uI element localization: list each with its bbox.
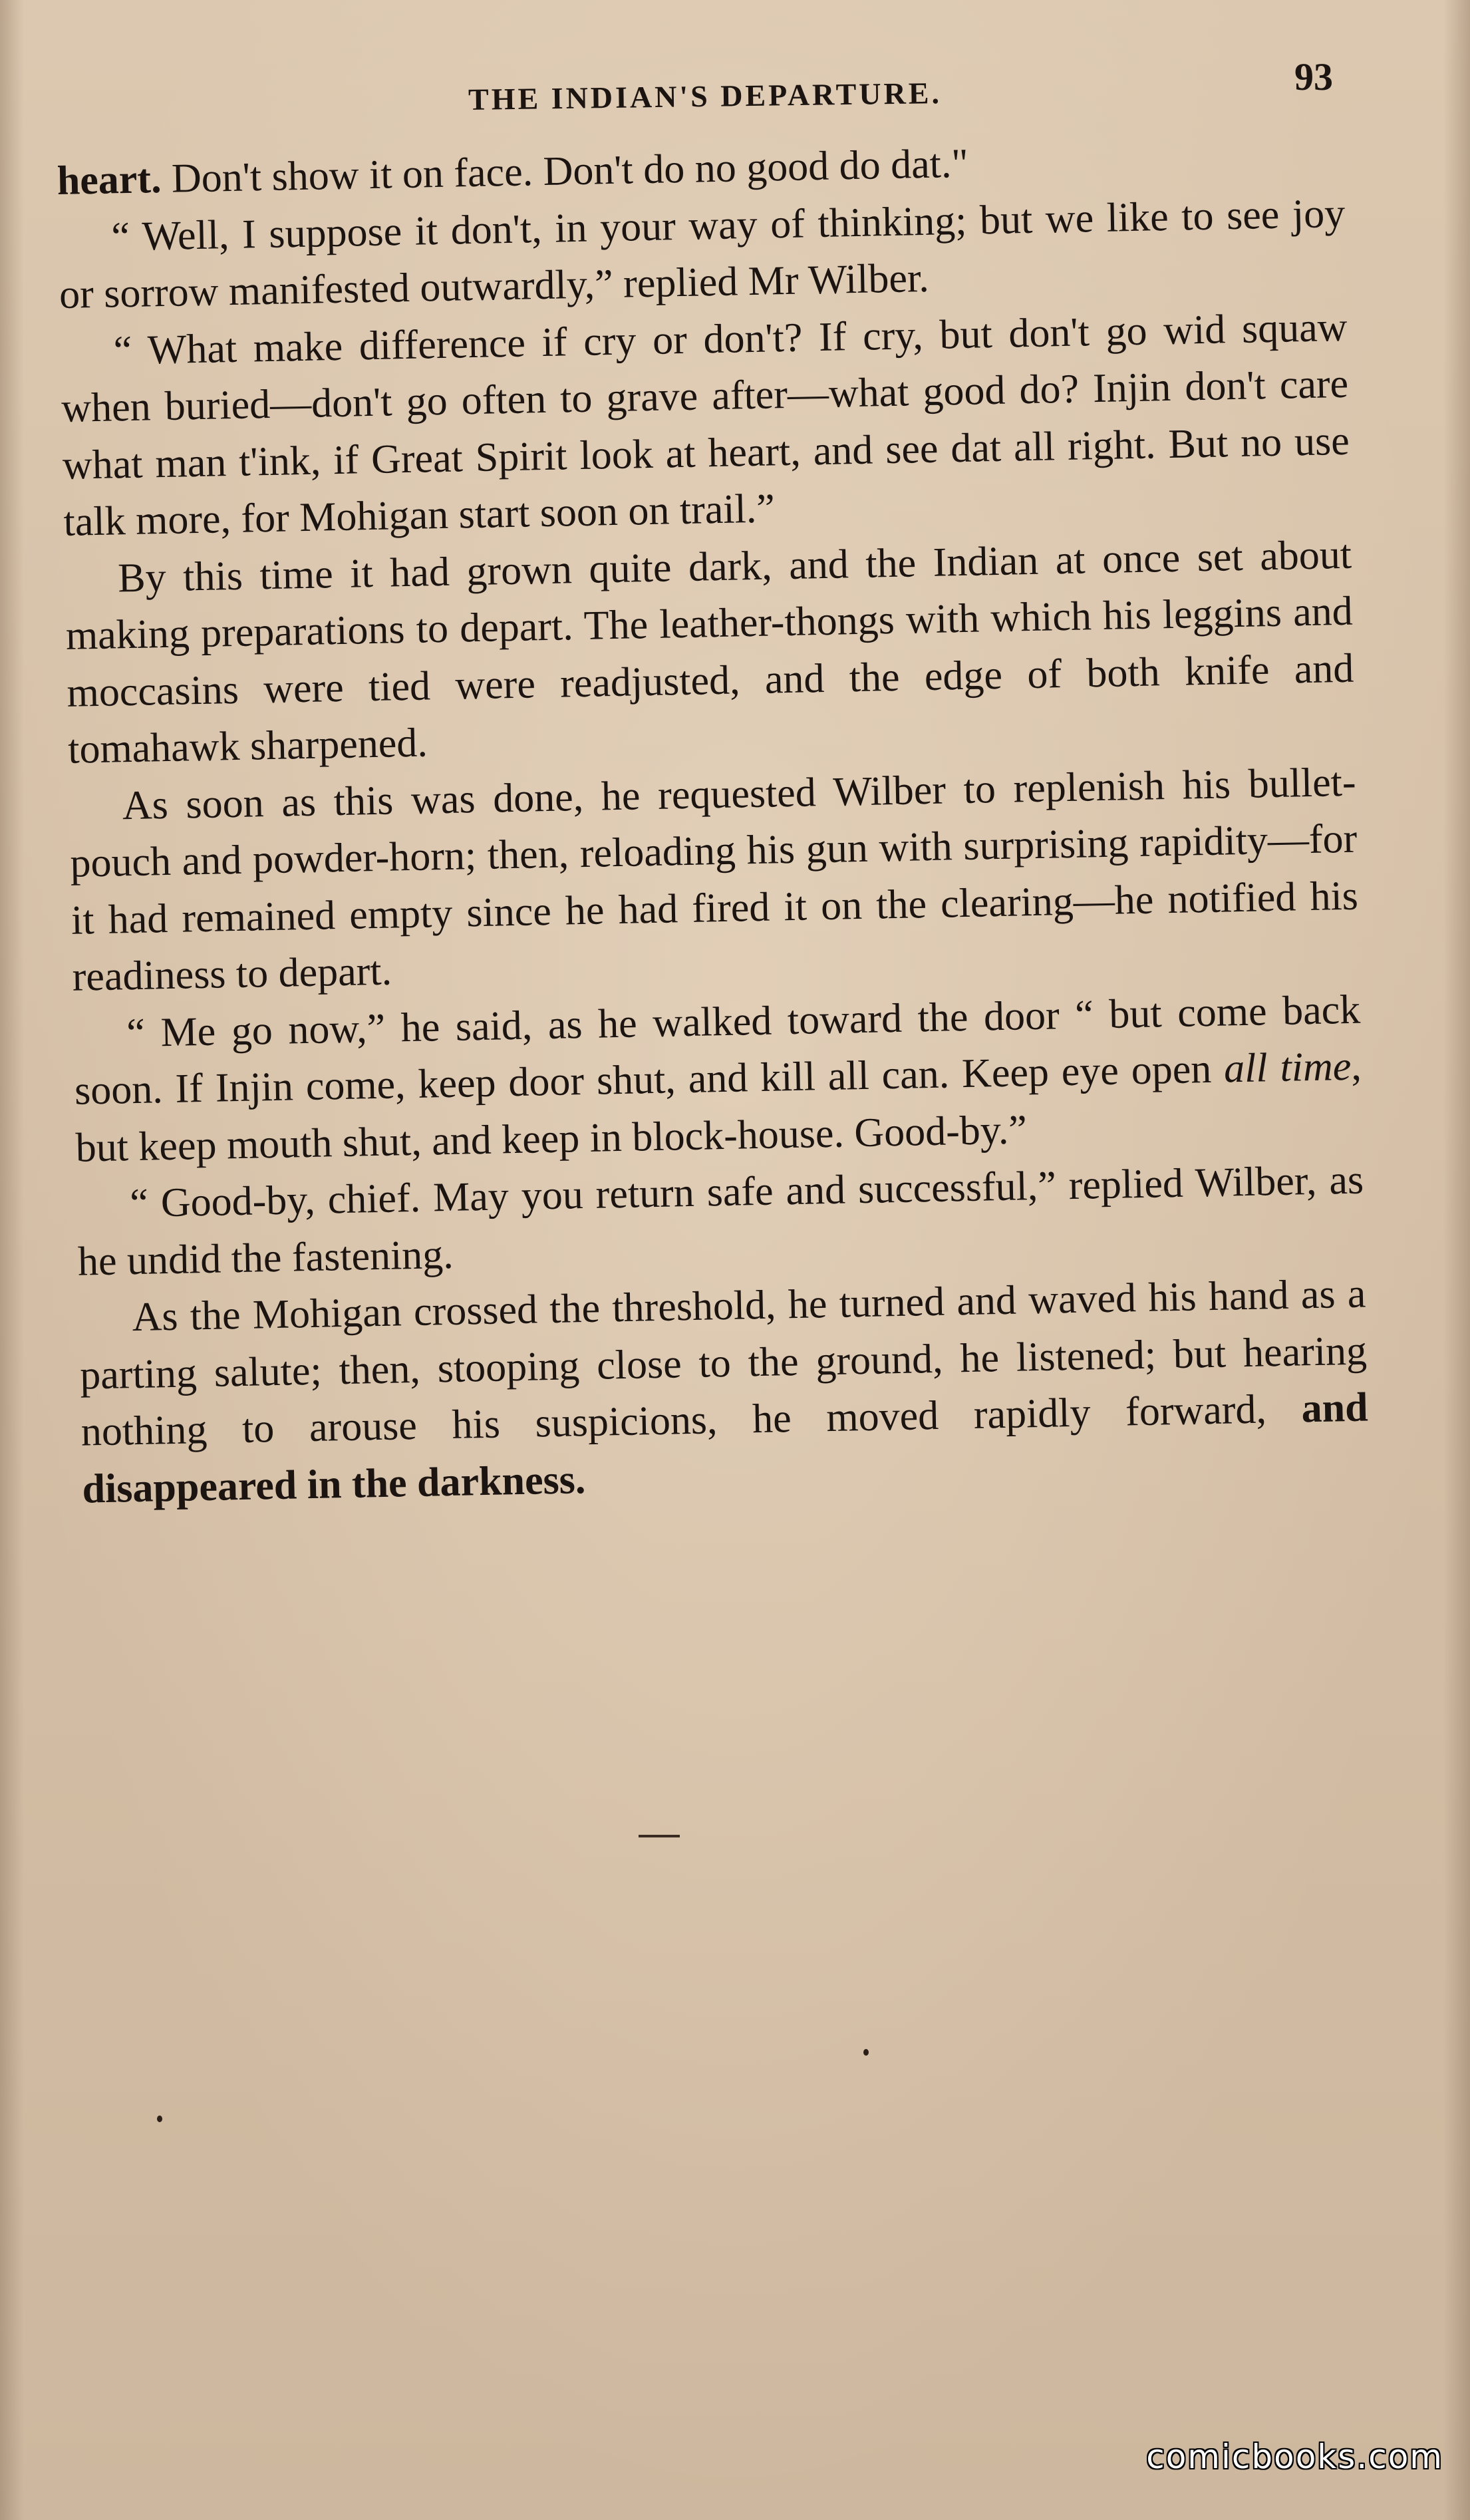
bold-text: heart. <box>57 156 162 204</box>
bold-text: and disappeared in the darkness. <box>81 1384 1369 1512</box>
paragraph-text: As the Mohigan crossed the threshold, he turned and waved his hand as a parting salute; then, stooping close to the ground, he listened; but hearing nothing to arouse his suspicions, he moved rapidly forward, <box>79 1271 1368 1455</box>
paragraph-text: “ Well, I suppose it don't, in your way of thinking; but we like to see joy or sorrow manifested outwardly,” replied Mr Wilber. <box>59 190 1346 317</box>
italic-text: all time <box>1223 1043 1352 1092</box>
paragraph-text: As soon as this was done, he requested Wilber to replenish his bullet-pouch and powder-horn; then, reloading his gun with surprising rapidity—for it had remained empty since he had fired it on the clearing—he notified his readiness to depart. <box>69 759 1359 1000</box>
watermark: comicbooks.com <box>1146 2438 1443 2476</box>
running-title: THE INDIAN'S DEPARTURE. <box>468 76 943 116</box>
page-edge-shadow-right <box>1443 0 1470 2520</box>
paragraph-text: “ Me go now,” he said, as he walked toward the door “ but come back soon. If Injin come, keep door shut, and kill all can. Keep eye open <box>74 987 1361 1114</box>
end-rule <box>639 1835 680 1837</box>
paragraph-text: , but keep mouth shut, and keep in block-house. Good-by.” <box>75 1043 1362 1171</box>
paragraph-text: “ What make difference if cry or don't? If cry, but don't go wid squaw when buried—don't go often to grave after—what good do? Injin don't care what man t'ink, if Great Spirit look at heart, and see dat all right. But no use talk more, for Mohigan start soon on trail.” <box>61 304 1350 545</box>
paragraph <box>69 754 1360 1006</box>
ink-speck <box>157 2116 162 2122</box>
ink-speck <box>863 2049 869 2056</box>
paragraph-text: Don't show it on face. Don't do no good do dat." <box>160 140 969 202</box>
paragraph-text: “ Good-by, chief. May you return safe and successful,” replied Wilber, as he undid the fastening. <box>77 1157 1364 1285</box>
paragraph-text: By this time it had grown quite dark, and the Indian at once set about making preparations to depart. The leather-thongs with which his leggins and moccasins were tied were readjusted, and the edge of both knife and tomahawk sharpened. <box>65 532 1354 772</box>
paragraph <box>64 526 1355 778</box>
paragraph <box>78 1266 1370 1518</box>
page-edge-shadow-left <box>0 0 24 2520</box>
body-text <box>57 128 1370 1518</box>
page-number: 93 <box>1294 55 1333 98</box>
paragraph <box>73 981 1364 1177</box>
paragraph <box>60 299 1351 551</box>
